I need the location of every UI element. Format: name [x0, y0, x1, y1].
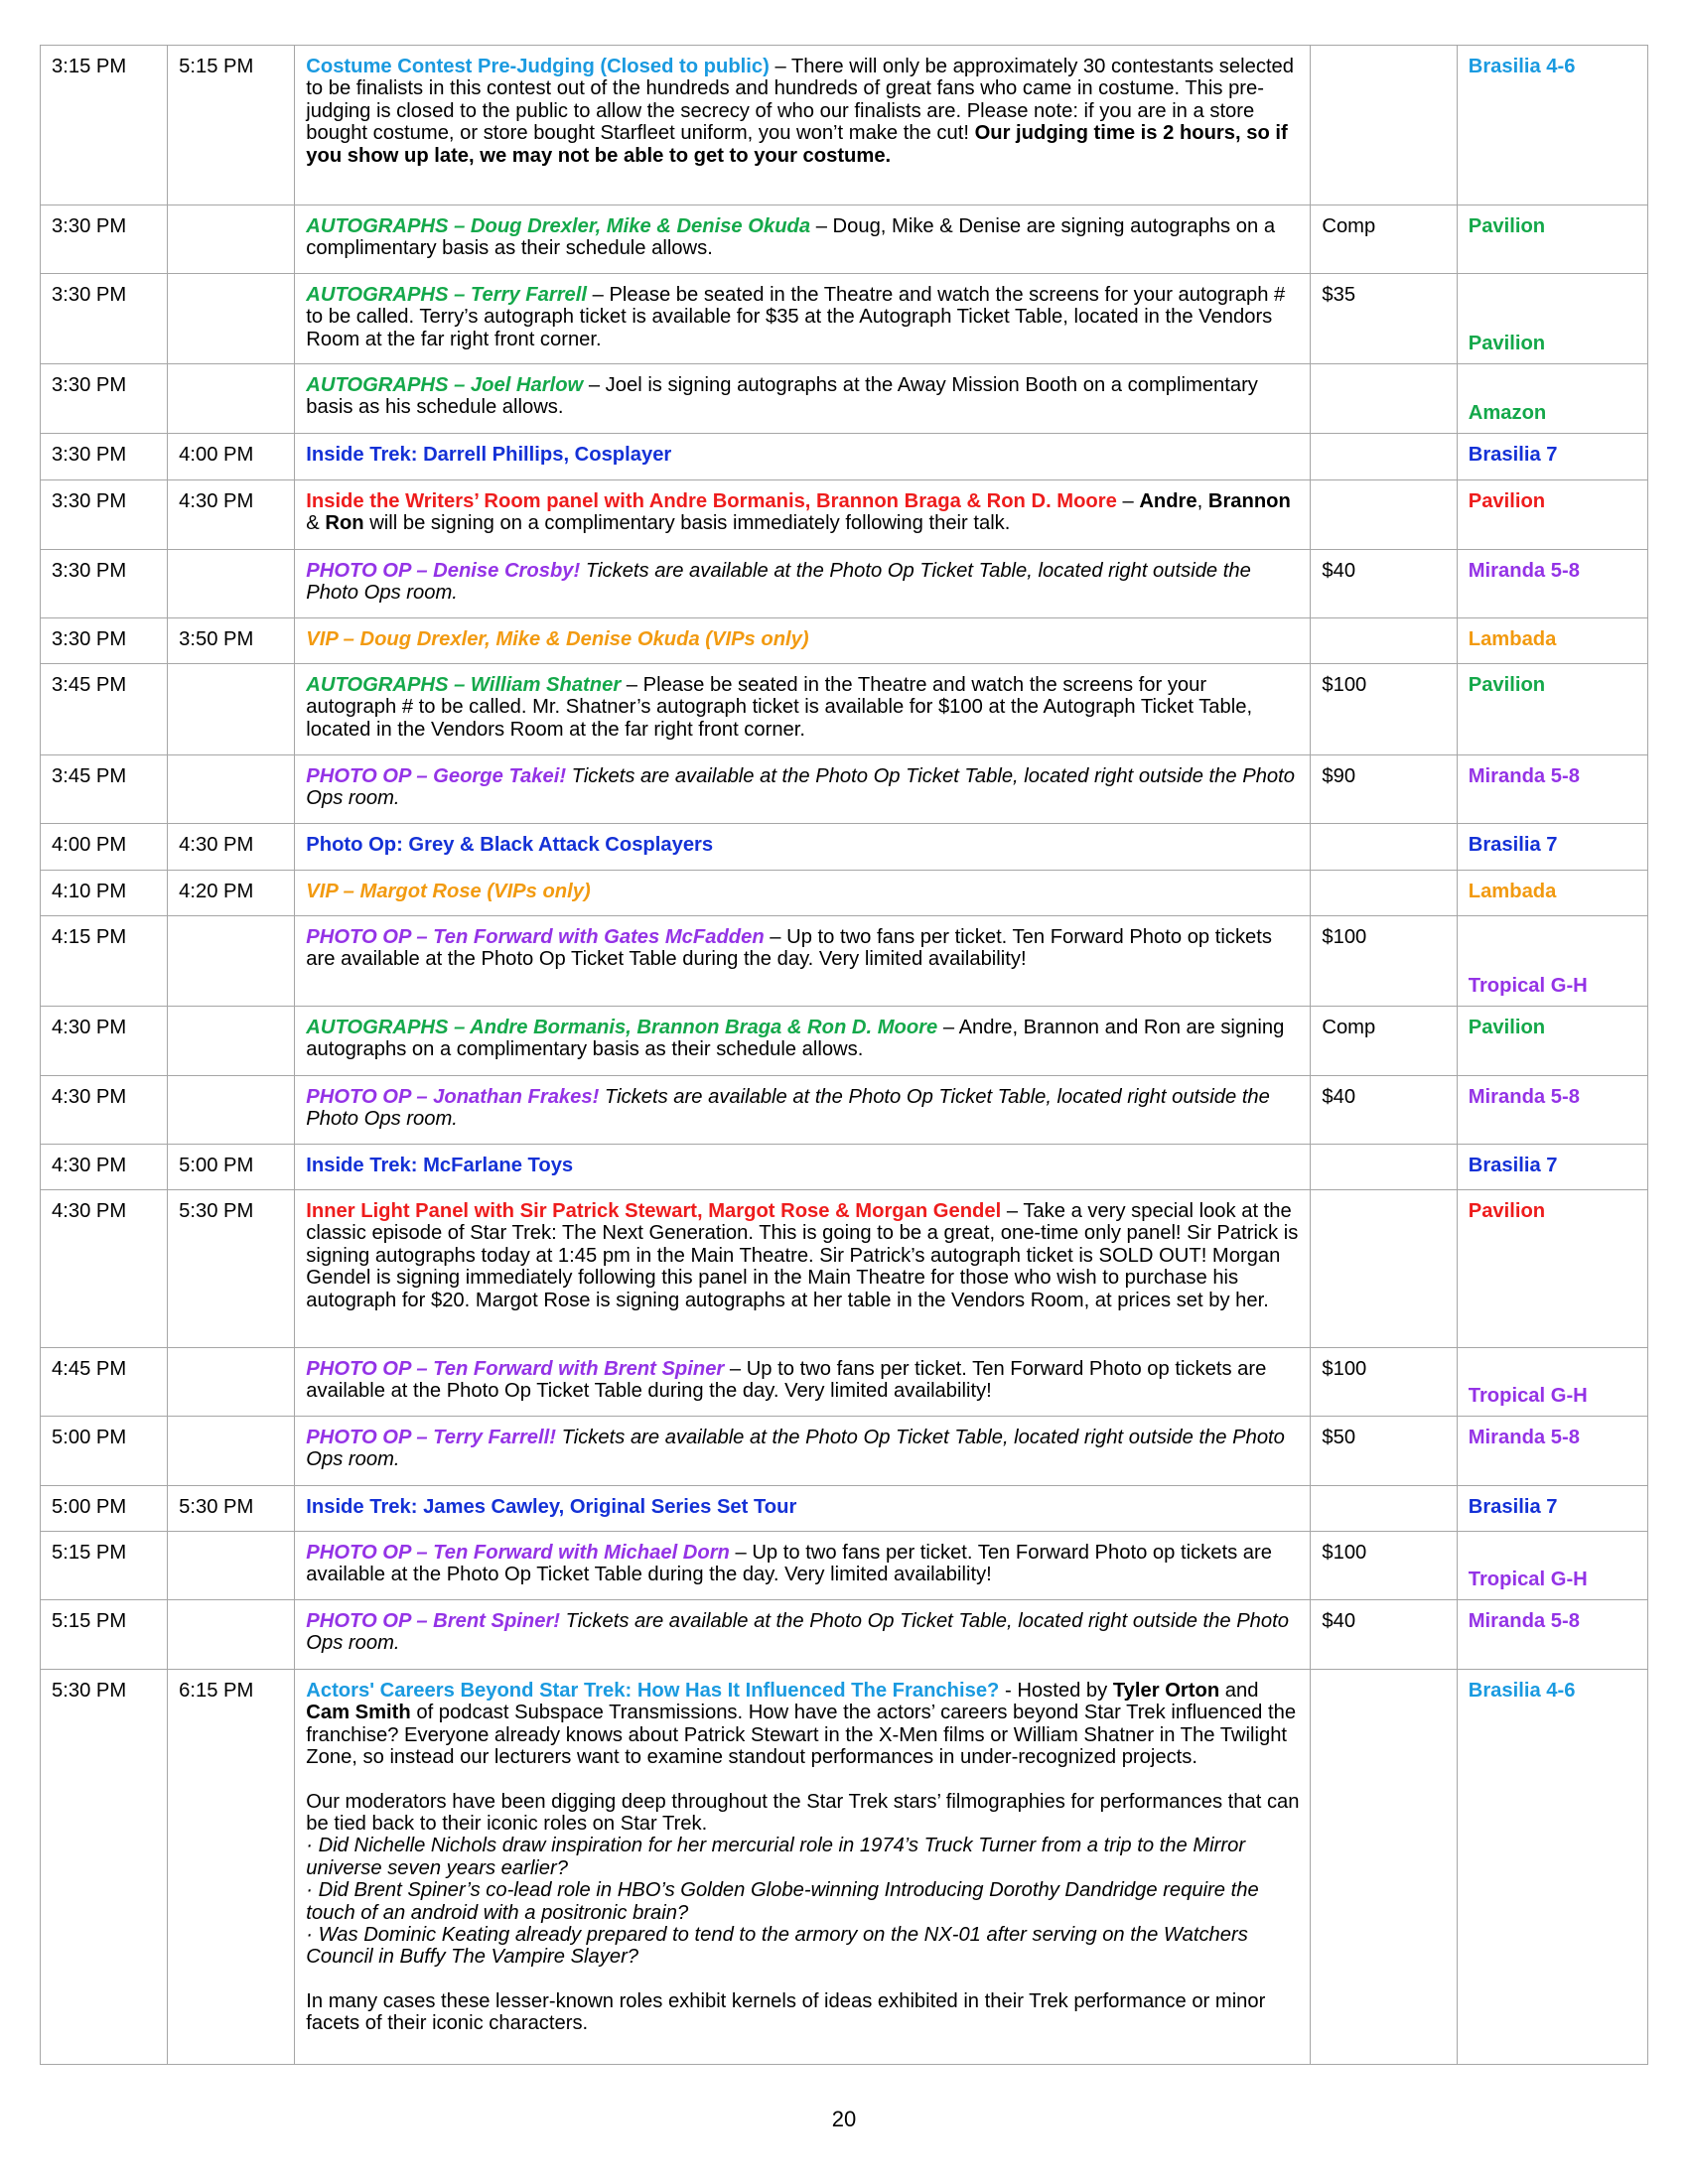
start-time: 4:30 PM [41, 1076, 168, 1145]
room-cell [1457, 1532, 1647, 1600]
event-details: – Up to two fans per ticket. Ten Forward Photo op tickets are available at the Photo Op Ticket Table during the day. Very limited availability! [306, 1542, 1272, 1586]
end-time [168, 1007, 295, 1076]
table-row [41, 550, 1648, 618]
paragraph-gap [306, 1969, 1300, 1990]
end-time [168, 664, 295, 755]
table-row [41, 480, 1648, 550]
end-time [168, 755, 295, 824]
end-time [168, 1600, 295, 1670]
room-name: Miranda 5-8 [1468, 765, 1580, 787]
room-name: Brasilia 4-6 [1468, 1680, 1576, 1702]
event-title: PHOTO OP – Terry Farrell! [306, 1427, 556, 1448]
event-title: PHOTO OP – Denise Crosby! [306, 560, 581, 582]
start-time: 5:30 PM [41, 1670, 168, 2065]
room-name: Pavilion [1468, 332, 1546, 354]
event-description [295, 364, 1311, 434]
event-description [295, 755, 1311, 824]
end-time [168, 1532, 295, 1600]
price: $40 [1311, 550, 1457, 618]
table-row [41, 434, 1648, 480]
end-time: 3:50 PM [168, 618, 295, 664]
price: $40 [1311, 1076, 1457, 1145]
event-description [295, 1145, 1311, 1190]
event-details: - Hosted by [999, 1680, 1113, 1702]
room-cell [1457, 1007, 1647, 1076]
start-time: 3:30 PM [41, 364, 168, 434]
table-row [41, 1076, 1648, 1145]
end-time [168, 550, 295, 618]
speaker-name: Andre [1139, 490, 1197, 512]
room-cell [1457, 274, 1647, 364]
event-details: – Joel is signing autographs at the Away Mission Booth on a complimentary basis as his schedule allows. [306, 374, 1258, 419]
room-cell [1457, 205, 1647, 274]
price: Comp [1311, 1007, 1457, 1076]
start-time: 5:00 PM [41, 1417, 168, 1486]
room-name: Lambada [1468, 628, 1557, 650]
end-time: 4:20 PM [168, 871, 295, 916]
start-time: 5:15 PM [41, 1600, 168, 1670]
event-details: Tickets are available at the Photo Op Ticket Table, located right outside the Photo Ops room. [306, 1427, 1285, 1471]
end-time [168, 205, 295, 274]
room-name: Miranda 5-8 [1468, 1427, 1580, 1448]
event-details: & [306, 512, 326, 535]
event-description [295, 824, 1311, 871]
room-cell [1457, 755, 1647, 824]
end-time: 5:15 PM [168, 46, 295, 205]
event-description [295, 480, 1311, 550]
end-time: 4:30 PM [168, 824, 295, 871]
table-row [41, 1007, 1648, 1076]
event-title: Inside Trek: James Cawley, Original Series Set Tour [306, 1496, 797, 1518]
price [1311, 480, 1457, 550]
table-row [41, 1145, 1648, 1190]
start-time: 3:30 PM [41, 274, 168, 364]
room-cell [1457, 1145, 1647, 1190]
room-cell [1457, 1417, 1647, 1486]
event-title: AUTOGRAPHS – William Shatner [306, 674, 622, 696]
event-details: – [1116, 490, 1140, 512]
room-name: Pavilion [1468, 674, 1546, 696]
room-cell [1457, 1190, 1647, 1348]
event-title: AUTOGRAPHS – Joel Harlow [306, 374, 584, 396]
room-cell [1457, 364, 1647, 434]
room-cell [1457, 480, 1647, 550]
start-time: 4:30 PM [41, 1145, 168, 1190]
price: $100 [1311, 916, 1457, 1007]
end-time [168, 274, 295, 364]
start-time: 3:30 PM [41, 205, 168, 274]
end-time: 4:00 PM [168, 434, 295, 480]
start-time: 3:15 PM [41, 46, 168, 205]
end-time: 5:00 PM [168, 1145, 295, 1190]
event-details: – There will only be approximately 30 contestants selected to be finalists in this contest out of the hundreds and hundreds of great fans who came in costume. This pre-judging is closed to the public to allow the secrecy of who our finalists are. Please note: if you are in a store bought costume, or store bought Starfleet uniform, you won’t make the cut! [306, 56, 1295, 145]
end-time: 5:30 PM [168, 1190, 295, 1348]
table-row [41, 1670, 1648, 2065]
table-row [41, 46, 1648, 205]
event-title: PHOTO OP – George Takei! [306, 765, 567, 787]
event-title: Photo Op: Grey & Black Attack Cosplayers [306, 834, 714, 856]
event-title: VIP – Margot Rose (VIPs only) [306, 881, 591, 902]
event-details: – Up to two fans per ticket. Ten Forward Photo op tickets are available at the Photo Op Ticket Table during the day. Very limited availability! [306, 926, 1272, 971]
event-details: – Doug, Mike & Denise are signing autographs on a complimentary basis as their schedule allows. [306, 215, 1276, 260]
room-cell [1457, 1600, 1647, 1670]
end-time [168, 1417, 295, 1486]
room-cell [1457, 871, 1647, 916]
event-details: Tickets are available at the Photo Op Ticket Table, located right outside the Photo Ops room. [306, 560, 1251, 605]
room-cell [1457, 434, 1647, 480]
event-description [295, 664, 1311, 755]
event-details-bold: Our judging time is 2 hours, so if you show up late, we may not be able to get to your costume. [306, 122, 1288, 167]
room-cell [1457, 618, 1647, 664]
table-row [41, 618, 1648, 664]
event-details: will be signing on a complimentary basis immediately following their talk. [363, 512, 1011, 535]
table-row [41, 1190, 1648, 1348]
room-name: Pavilion [1468, 1017, 1546, 1038]
table-row [41, 1532, 1648, 1600]
start-time: 3:30 PM [41, 550, 168, 618]
price [1311, 1145, 1457, 1190]
end-time: 6:15 PM [168, 1670, 295, 2065]
event-description [295, 1076, 1311, 1145]
price [1311, 364, 1457, 434]
price: $40 [1311, 1600, 1457, 1670]
event-title: Actors' Careers Beyond Star Trek: How Has It Influenced The Franchise? [306, 1680, 1000, 1702]
room-cell [1457, 1670, 1647, 2065]
price [1311, 46, 1457, 205]
room-name: Brasilia 7 [1468, 1496, 1558, 1518]
event-description [295, 274, 1311, 364]
event-description [295, 871, 1311, 916]
event-details: – Take a very special look at the classic episode of Star Trek: The Next Generation. This is going to be a great, one-time only panel! Sir Patrick is signing autographs today at 1:45 pm in the Main Theatre. Sir Patrick’s autograph ticket is SOLD OUT! Morgan Gendel is signing immediately following this panel in the Main Theatre for those who wish to purchase his autograph for $20. Margot Rose is signing autographs at her table in the Vendors Room, at prices set by her. [306, 1200, 1299, 1311]
event-title: AUTOGRAPHS – Andre Bormanis, Brannon Braga & Ron D. Moore [306, 1017, 938, 1038]
table-row [41, 824, 1648, 871]
event-details: of podcast Subspace Transmissions. How have the actors’ careers beyond Star Trek influenced the franchise? Everyone already knows about Patrick Stewart in the X-Men films or William Shatner in The Twilight Zone, so instead our lecturers want to examine standout performances in under-recognized projects. [306, 1702, 1297, 1769]
room-name: Pavilion [1468, 490, 1546, 512]
event-title: Inside the Writers’ Room panel with Andre Bormanis, Brannon Braga & Ron D. Moore [306, 490, 1117, 512]
room-cell [1457, 1076, 1647, 1145]
price: $50 [1311, 1417, 1457, 1486]
event-details: – Please be seated in the Theatre and watch the screens for your autograph # to be called. Mr. Shatner’s autograph ticket is available for $100 at the Autograph Ticket Table, located in the Vendors Room at the far right front corner. [306, 674, 1253, 741]
table-row [41, 755, 1648, 824]
page-number: 20 [831, 2107, 857, 2131]
event-description [295, 1348, 1311, 1417]
event-paragraph: Our moderators have been digging deep throughout the Star Trek stars’ filmographies for performances that can be tied back to their iconic roles on Star Trek. [306, 1790, 1300, 1836]
event-details: – Up to two fans per ticket. Ten Forward Photo op tickets are available at the Photo Op Ticket Table during the day. Very limited availability! [306, 1358, 1267, 1403]
room-name: Miranda 5-8 [1468, 1086, 1580, 1108]
event-description [295, 205, 1311, 274]
table-row [41, 664, 1648, 755]
room-name: Brasilia 7 [1468, 1155, 1558, 1176]
table-row [41, 1600, 1648, 1670]
start-time: 4:00 PM [41, 824, 168, 871]
host-name: Cam Smith [306, 1702, 411, 1724]
event-question: · Was Dominic Keating already prepared to tend to the armory on the NX-01 after serving on the Watchers Council in Buffy The Vampire Slayer? [306, 1924, 1248, 1969]
event-description [295, 1486, 1311, 1532]
event-description [295, 434, 1311, 480]
room-name: Brasilia 7 [1468, 444, 1558, 466]
event-description [295, 1600, 1311, 1670]
room-cell [1457, 550, 1647, 618]
room-name: Lambada [1468, 881, 1557, 902]
event-details: and [1219, 1680, 1259, 1702]
event-description [295, 1417, 1311, 1486]
table-row [41, 1417, 1648, 1486]
event-title: AUTOGRAPHS – Doug Drexler, Mike & Denise Okuda [306, 215, 811, 237]
start-time: 3:30 PM [41, 618, 168, 664]
event-intro [306, 1680, 1300, 1769]
table-row [41, 871, 1648, 916]
event-details: Tickets are available at the Photo Op Ticket Table, located right outside the Photo Ops room. [306, 1610, 1289, 1655]
event-title: AUTOGRAPHS – Terry Farrell [306, 284, 587, 306]
room-cell [1457, 1348, 1647, 1417]
event-details: – Andre, Brannon and Ron are signing autographs on a complimentary basis as their schedule allows. [306, 1017, 1285, 1061]
room-cell [1457, 1486, 1647, 1532]
start-time: 4:30 PM [41, 1190, 168, 1348]
event-paragraph: In many cases these lesser-known roles exhibit kernels of ideas exhibited in their Trek performance or minor facets of their iconic characters. [306, 1989, 1266, 2035]
event-title: PHOTO OP – Ten Forward with Brent Spiner [306, 1358, 725, 1380]
room-name: Miranda 5-8 [1468, 560, 1580, 582]
event-details: Tickets are available at the Photo Op Ticket Table, located right outside the Photo Ops room. [306, 765, 1295, 810]
price [1311, 871, 1457, 916]
event-description [295, 1007, 1311, 1076]
room-cell [1457, 916, 1647, 1007]
event-title: VIP – Doug Drexler, Mike & Denise Okuda (VIPs only) [306, 628, 809, 650]
room-cell [1457, 46, 1647, 205]
start-time: 5:00 PM [41, 1486, 168, 1532]
start-time: 4:45 PM [41, 1348, 168, 1417]
schedule-table [40, 45, 1648, 2065]
table-row [41, 1486, 1648, 1532]
start-time: 3:30 PM [41, 434, 168, 480]
price: $100 [1311, 1532, 1457, 1600]
event-description [295, 46, 1311, 205]
room-name: Amazon [1468, 401, 1547, 424]
event-title: Costume Contest Pre-Judging (Closed to public) [306, 56, 770, 77]
start-time: 4:30 PM [41, 1007, 168, 1076]
price [1311, 434, 1457, 480]
event-description [295, 916, 1311, 1007]
event-description [295, 1532, 1311, 1600]
price: $100 [1311, 1348, 1457, 1417]
event-title: Inner Light Panel with Sir Patrick Stewart, Margot Rose & Morgan Gendel [306, 1200, 1002, 1222]
price: $100 [1311, 664, 1457, 755]
event-details: , [1196, 490, 1208, 512]
table-row [41, 1348, 1648, 1417]
end-time: 4:30 PM [168, 480, 295, 550]
room-cell [1457, 664, 1647, 755]
event-description [295, 1670, 1311, 2065]
event-question: · Did Nichelle Nichols draw inspiration for her mercurial role in 1974’s Truck Turner from a trip to the Mirror universe seven years earlier? [306, 1835, 1246, 1879]
room-name: Brasilia 7 [1468, 834, 1558, 856]
end-time: 5:30 PM [168, 1486, 295, 1532]
price [1311, 618, 1457, 664]
event-title: PHOTO OP – Ten Forward with Michael Dorn [306, 1542, 730, 1564]
room-name: Tropical G-H [1468, 1384, 1588, 1407]
start-time: 3:45 PM [41, 664, 168, 755]
room-name: Brasilia 4-6 [1468, 56, 1576, 77]
price [1311, 1486, 1457, 1532]
start-time: 4:10 PM [41, 871, 168, 916]
price: Comp [1311, 205, 1457, 274]
event-title: PHOTO OP – Brent Spiner! [306, 1610, 561, 1632]
end-time [168, 916, 295, 1007]
room-name: Miranda 5-8 [1468, 1610, 1580, 1632]
event-description [295, 618, 1311, 664]
event-title: PHOTO OP – Ten Forward with Gates McFadden [306, 926, 765, 948]
price [1311, 1190, 1457, 1348]
host-name: Tyler Orton [1112, 1680, 1220, 1702]
event-details: – Please be seated in the Theatre and watch the screens for your autograph # to be called. Terry’s autograph ticket is available for $35 at the Autograph Ticket Table, located in the Vendors Room at the far right front corner. [306, 284, 1286, 350]
start-time: 3:30 PM [41, 480, 168, 550]
event-description [295, 550, 1311, 618]
room-name: Tropical G-H [1468, 974, 1588, 997]
end-time [168, 1076, 295, 1145]
event-description [295, 1190, 1311, 1348]
price: $35 [1311, 274, 1457, 364]
price [1311, 1670, 1457, 2065]
table-row [41, 916, 1648, 1007]
table-row [41, 364, 1648, 434]
start-time: 4:15 PM [41, 916, 168, 1007]
room-cell [1457, 824, 1647, 871]
start-time: 5:15 PM [41, 1532, 168, 1600]
room-name: Pavilion [1468, 215, 1546, 237]
event-title: Inside Trek: Darrell Phillips, Cosplayer [306, 444, 672, 466]
room-name: Pavilion [1468, 1200, 1546, 1222]
end-time [168, 1348, 295, 1417]
start-time: 3:45 PM [41, 755, 168, 824]
price: $90 [1311, 755, 1457, 824]
event-title: Inside Trek: McFarlane Toys [306, 1155, 574, 1176]
event-details: Tickets are available at the Photo Op Ticket Table, located right outside the Photo Ops room. [306, 1086, 1270, 1131]
room-name: Tropical G-H [1468, 1568, 1588, 1590]
end-time [168, 364, 295, 434]
event-question: · Did Brent Spiner’s co-lead role in HBO’s Golden Globe-winning Introducing Dorothy Dandridge require the touch of an android with a positronic brain? [306, 1879, 1259, 1924]
speaker-name: Ron [325, 512, 364, 535]
table-row [41, 274, 1648, 364]
paragraph-gap [306, 1769, 1300, 1791]
speaker-name: Brannon [1207, 490, 1291, 512]
event-title: PHOTO OP – Jonathan Frakes! [306, 1086, 600, 1108]
table-row [41, 205, 1648, 274]
price [1311, 824, 1457, 871]
